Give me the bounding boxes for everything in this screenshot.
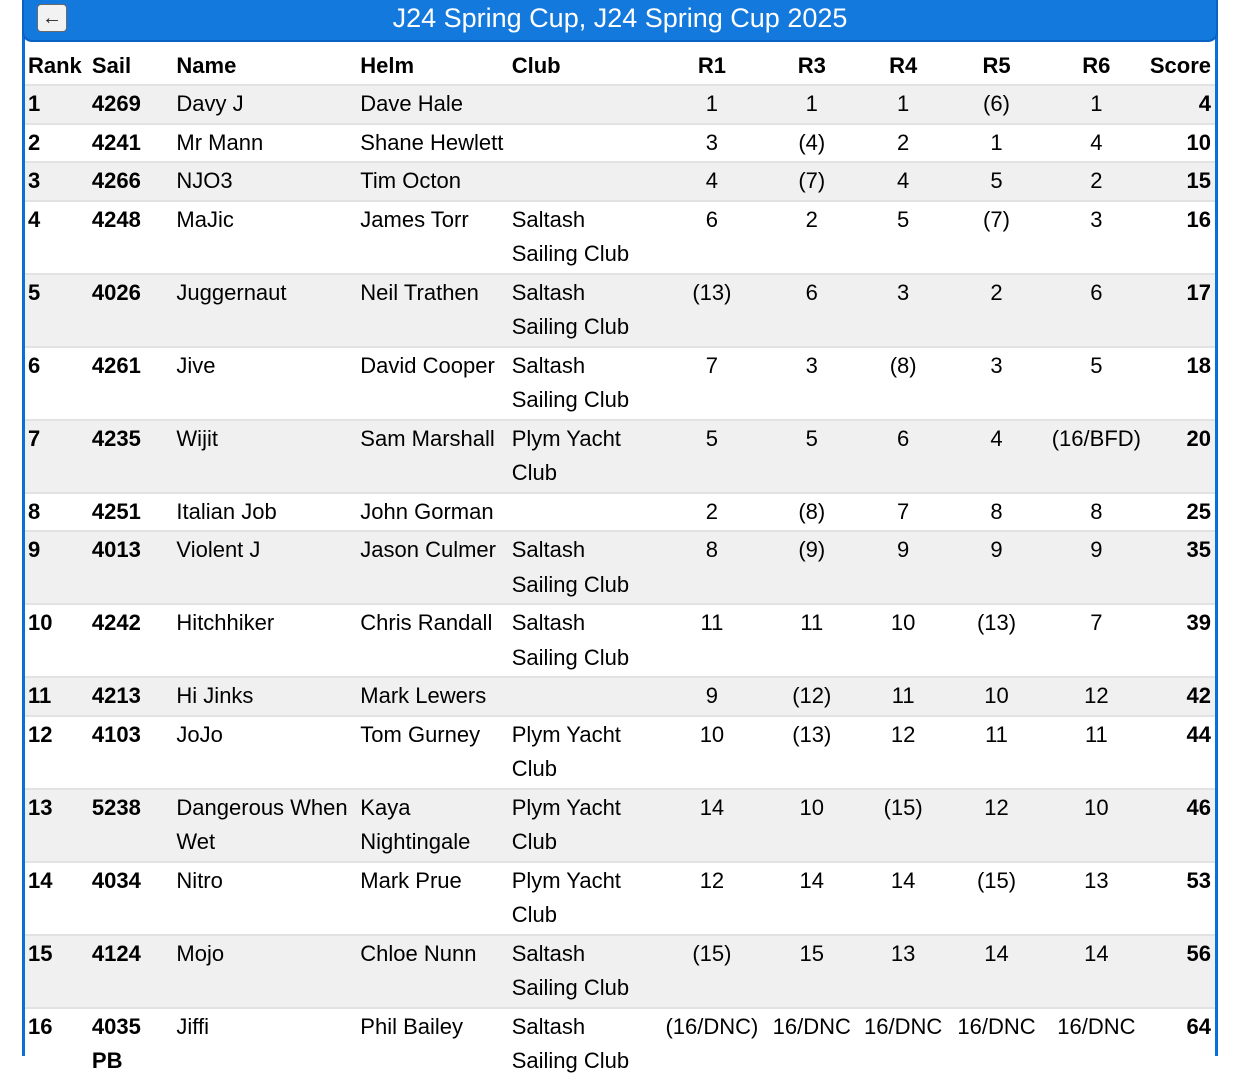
cell-r5: 5 — [947, 162, 1046, 201]
cell-club: Plym Yacht Club — [509, 862, 660, 935]
cell-r3: 5 — [764, 420, 859, 493]
cell-sail: 4026 — [89, 274, 174, 347]
cell-score: 15 — [1147, 162, 1215, 201]
cell-r4: 12 — [859, 716, 947, 789]
back-arrow-icon: ← — [42, 7, 62, 29]
col-header-r3[interactable]: R3 — [797, 53, 826, 78]
cell-score: 64 — [1147, 1008, 1215, 1080]
col-header-sail[interactable]: Sail — [91, 53, 132, 78]
cell-name: MaJic — [173, 201, 357, 274]
cell-r5: 3 — [947, 347, 1046, 420]
cell-sail: 4269 — [89, 85, 174, 124]
cell-club: Saltash Sailing Club — [509, 274, 660, 347]
cell-club — [509, 124, 660, 163]
cell-score: 20 — [1147, 420, 1215, 493]
cell-r1: 7 — [659, 347, 764, 420]
col-header-r4[interactable]: R4 — [889, 53, 918, 78]
cell-helm: Chris Randall — [357, 604, 508, 677]
cell-name: Violent J — [173, 531, 357, 604]
cell-r1: 2 — [659, 493, 764, 532]
cell-rank: 1 — [25, 85, 89, 124]
cell-sail: 4103 — [89, 716, 174, 789]
col-header-r6[interactable]: R6 — [1082, 53, 1111, 78]
cell-r3: (8) — [764, 493, 859, 532]
page-title: J24 Spring Cup, J24 Spring Cup 2025 — [392, 3, 848, 33]
cell-rank: 16 — [25, 1008, 89, 1080]
cell-rank: 2 — [25, 124, 89, 163]
cell-r4: 1 — [859, 85, 947, 124]
cell-score: 44 — [1147, 716, 1215, 789]
cell-r4: 6 — [859, 420, 947, 493]
cell-r4: (8) — [859, 347, 947, 420]
cell-club: Saltash Sailing Club — [509, 531, 660, 604]
cell-r3: 1 — [764, 85, 859, 124]
cell-r6: 11 — [1046, 716, 1147, 789]
cell-helm: Tim Octon — [357, 162, 508, 201]
cell-name: Italian Job — [173, 493, 357, 532]
cell-r3: 10 — [764, 789, 859, 862]
cell-r1: 4 — [659, 162, 764, 201]
col-header-name[interactable]: Name — [176, 53, 237, 78]
table-row[interactable] — [25, 347, 1215, 420]
cell-club: Saltash Sailing Club — [509, 1008, 660, 1080]
cell-r4: (15) — [859, 789, 947, 862]
cell-r3: (4) — [764, 124, 859, 163]
col-header-club[interactable]: Club — [511, 53, 561, 78]
cell-rank: 10 — [25, 604, 89, 677]
cell-club — [509, 677, 660, 716]
table-row[interactable] — [25, 677, 1215, 716]
table-row[interactable] — [25, 789, 1215, 862]
cell-score: 17 — [1147, 274, 1215, 347]
cell-rank: 3 — [25, 162, 89, 201]
table-row[interactable] — [25, 85, 1215, 124]
cell-rank: 15 — [25, 935, 89, 1008]
cell-r6: 8 — [1046, 493, 1147, 532]
cell-r3: 11 — [764, 604, 859, 677]
cell-name: Mr Mann — [173, 124, 357, 163]
cell-r6: 9 — [1046, 531, 1147, 604]
cell-r3: 3 — [764, 347, 859, 420]
cell-r1: 9 — [659, 677, 764, 716]
cell-club: Plym Yacht Club — [509, 420, 660, 493]
cell-helm: Chloe Nunn — [357, 935, 508, 1008]
title-bar — [22, 0, 1218, 42]
cell-helm: Sam Marshall — [357, 420, 508, 493]
table-row[interactable] — [25, 493, 1215, 532]
cell-r5: 10 — [947, 677, 1046, 716]
cell-r6: 5 — [1046, 347, 1147, 420]
cell-r6: 12 — [1046, 677, 1147, 716]
table-row[interactable] — [25, 716, 1215, 789]
cell-score: 25 — [1147, 493, 1215, 532]
cell-r1: (16/DNC) — [659, 1008, 764, 1080]
cell-club — [509, 162, 660, 201]
cell-helm: Mark Prue — [357, 862, 508, 935]
cell-club: Saltash Sailing Club — [509, 604, 660, 677]
cell-name: JoJo — [173, 716, 357, 789]
cell-club — [509, 493, 660, 532]
cell-name: Davy J — [173, 85, 357, 124]
cell-r6: 2 — [1046, 162, 1147, 201]
cell-score: 10 — [1147, 124, 1215, 163]
cell-r1: 5 — [659, 420, 764, 493]
cell-rank: 14 — [25, 862, 89, 935]
cell-rank: 8 — [25, 493, 89, 532]
cell-r3: 16/DNC — [764, 1008, 859, 1080]
cell-sail: 4235 — [89, 420, 174, 493]
cell-r3: (12) — [764, 677, 859, 716]
cell-score: 16 — [1147, 201, 1215, 274]
cell-helm: Neil Trathen — [357, 274, 508, 347]
cell-name: Juggernaut — [173, 274, 357, 347]
cell-name: NJO3 — [173, 162, 357, 201]
cell-r5: (13) — [947, 604, 1046, 677]
cell-sail: 4241 — [89, 124, 174, 163]
cell-name: Hi Jinks — [173, 677, 357, 716]
cell-r4: 5 — [859, 201, 947, 274]
cell-r5: (15) — [947, 862, 1046, 935]
cell-club: Plym Yacht Club — [509, 716, 660, 789]
col-header-rank[interactable]: Rank — [28, 53, 82, 78]
cell-helm: Phil Bailey — [357, 1008, 508, 1080]
cell-r5: 1 — [947, 124, 1046, 163]
cell-r3: 2 — [764, 201, 859, 274]
cell-r5: 14 — [947, 935, 1046, 1008]
cell-sail: 4251 — [89, 493, 174, 532]
cell-helm: David Cooper — [357, 347, 508, 420]
col-header-r1[interactable]: R1 — [697, 53, 726, 78]
cell-sail: 4242 — [89, 604, 174, 677]
cell-club: Saltash Sailing Club — [509, 201, 660, 274]
table-row[interactable] — [25, 862, 1215, 935]
cell-sail: 4034 — [89, 862, 174, 935]
cell-r5: 12 — [947, 789, 1046, 862]
cell-r5: 2 — [947, 274, 1046, 347]
cell-r3: (7) — [764, 162, 859, 201]
cell-helm: Tom Gurney — [357, 716, 508, 789]
cell-name: Hitchhiker — [173, 604, 357, 677]
cell-r3: 14 — [764, 862, 859, 935]
cell-r6: (16/BFD) — [1046, 420, 1147, 493]
cell-sail: 4213 — [89, 677, 174, 716]
cell-score: 4 — [1147, 85, 1215, 124]
cell-r1: 1 — [659, 85, 764, 124]
cell-r5: 16/DNC — [947, 1008, 1046, 1080]
cell-r5: 9 — [947, 531, 1046, 604]
cell-name: Nitro — [173, 862, 357, 935]
cell-sail: 4266 — [89, 162, 174, 201]
cell-r4: 3 — [859, 274, 947, 347]
cell-r6: 10 — [1046, 789, 1147, 862]
cell-r4: 2 — [859, 124, 947, 163]
cell-sail: 4248 — [89, 201, 174, 274]
cell-r6: 13 — [1046, 862, 1147, 935]
cell-sail: 4013 — [89, 531, 174, 604]
cell-r1: 8 — [659, 531, 764, 604]
cell-sail: 4035 PB — [89, 1008, 174, 1080]
cell-score: 35 — [1147, 531, 1215, 604]
cell-r6: 7 — [1046, 604, 1147, 677]
cell-r5: 4 — [947, 420, 1046, 493]
cell-helm: John Gorman — [357, 493, 508, 532]
cell-r4: 16/DNC — [859, 1008, 947, 1080]
cell-r5: (6) — [947, 85, 1046, 124]
cell-sail: 5238 — [89, 789, 174, 862]
table-row[interactable] — [25, 1008, 1215, 1080]
cell-club: Saltash Sailing Club — [509, 935, 660, 1008]
cell-sail: 4124 — [89, 935, 174, 1008]
table-row[interactable] — [25, 604, 1215, 677]
cell-rank: 6 — [25, 347, 89, 420]
cell-r5: 11 — [947, 716, 1046, 789]
cell-helm: Kaya Nightingale — [357, 789, 508, 862]
cell-r6: 16/DNC — [1046, 1008, 1147, 1080]
cell-score: 56 — [1147, 935, 1215, 1008]
cell-rank: 13 — [25, 789, 89, 862]
cell-r3: 6 — [764, 274, 859, 347]
cell-name: Jiffi — [173, 1008, 357, 1080]
cell-r6: 4 — [1046, 124, 1147, 163]
table-row[interactable] — [25, 201, 1215, 274]
cell-r1: 12 — [659, 862, 764, 935]
results-table — [25, 48, 1215, 1080]
cell-r1: 6 — [659, 201, 764, 274]
cell-helm: James Torr — [357, 201, 508, 274]
cell-club: Plym Yacht Club — [509, 789, 660, 862]
cell-r1: 3 — [659, 124, 764, 163]
cell-r3: (13) — [764, 716, 859, 789]
cell-r4: 13 — [859, 935, 947, 1008]
cell-r1: 14 — [659, 789, 764, 862]
cell-rank: 12 — [25, 716, 89, 789]
cell-r4: 10 — [859, 604, 947, 677]
cell-r1: (15) — [659, 935, 764, 1008]
cell-score: 53 — [1147, 862, 1215, 935]
cell-name: Dangerous When Wet — [173, 789, 357, 862]
cell-r6: 3 — [1046, 201, 1147, 274]
col-header-helm[interactable]: Helm — [360, 53, 415, 78]
cell-r5: 8 — [947, 493, 1046, 532]
cell-helm: Jason Culmer — [357, 531, 508, 604]
cell-r4: 4 — [859, 162, 947, 201]
cell-r3: 15 — [764, 935, 859, 1008]
cell-r1: (13) — [659, 274, 764, 347]
cell-helm: Shane Hewlett — [357, 124, 508, 163]
cell-r1: 11 — [659, 604, 764, 677]
cell-rank: 11 — [25, 677, 89, 716]
cell-name: Mojo — [173, 935, 357, 1008]
cell-score: 46 — [1147, 789, 1215, 862]
cell-r3: (9) — [764, 531, 859, 604]
table-header-row — [25, 48, 1215, 85]
cell-r6: 14 — [1046, 935, 1147, 1008]
cell-club — [509, 85, 660, 124]
cell-name: Jive — [173, 347, 357, 420]
cell-score: 18 — [1147, 347, 1215, 420]
table-row[interactable] — [25, 531, 1215, 604]
cell-helm: Mark Lewers — [357, 677, 508, 716]
cell-sail: 4261 — [89, 347, 174, 420]
cell-name: Wijit — [173, 420, 357, 493]
cell-score: 42 — [1147, 677, 1215, 716]
cell-r1: 10 — [659, 716, 764, 789]
col-header-r5[interactable]: R5 — [982, 53, 1011, 78]
table-row[interactable] — [25, 420, 1215, 493]
cell-club: Saltash Sailing Club — [509, 347, 660, 420]
cell-r4: 11 — [859, 677, 947, 716]
table-row[interactable] — [25, 935, 1215, 1008]
cell-r4: 14 — [859, 862, 947, 935]
cell-r4: 9 — [859, 531, 947, 604]
cell-r5: (7) — [947, 201, 1046, 274]
cell-rank: 5 — [25, 274, 89, 347]
table-row[interactable] — [25, 124, 1215, 163]
cell-rank: 4 — [25, 201, 89, 274]
cell-rank: 9 — [25, 531, 89, 604]
cell-rank: 7 — [25, 420, 89, 493]
cell-r6: 6 — [1046, 274, 1147, 347]
table-row[interactable] — [25, 274, 1215, 347]
cell-r6: 1 — [1046, 85, 1147, 124]
cell-score: 39 — [1147, 604, 1215, 677]
col-header-score[interactable]: Score — [1149, 53, 1211, 78]
cell-helm: Dave Hale — [357, 85, 508, 124]
cell-r4: 7 — [859, 493, 947, 532]
table-row[interactable] — [25, 162, 1215, 201]
